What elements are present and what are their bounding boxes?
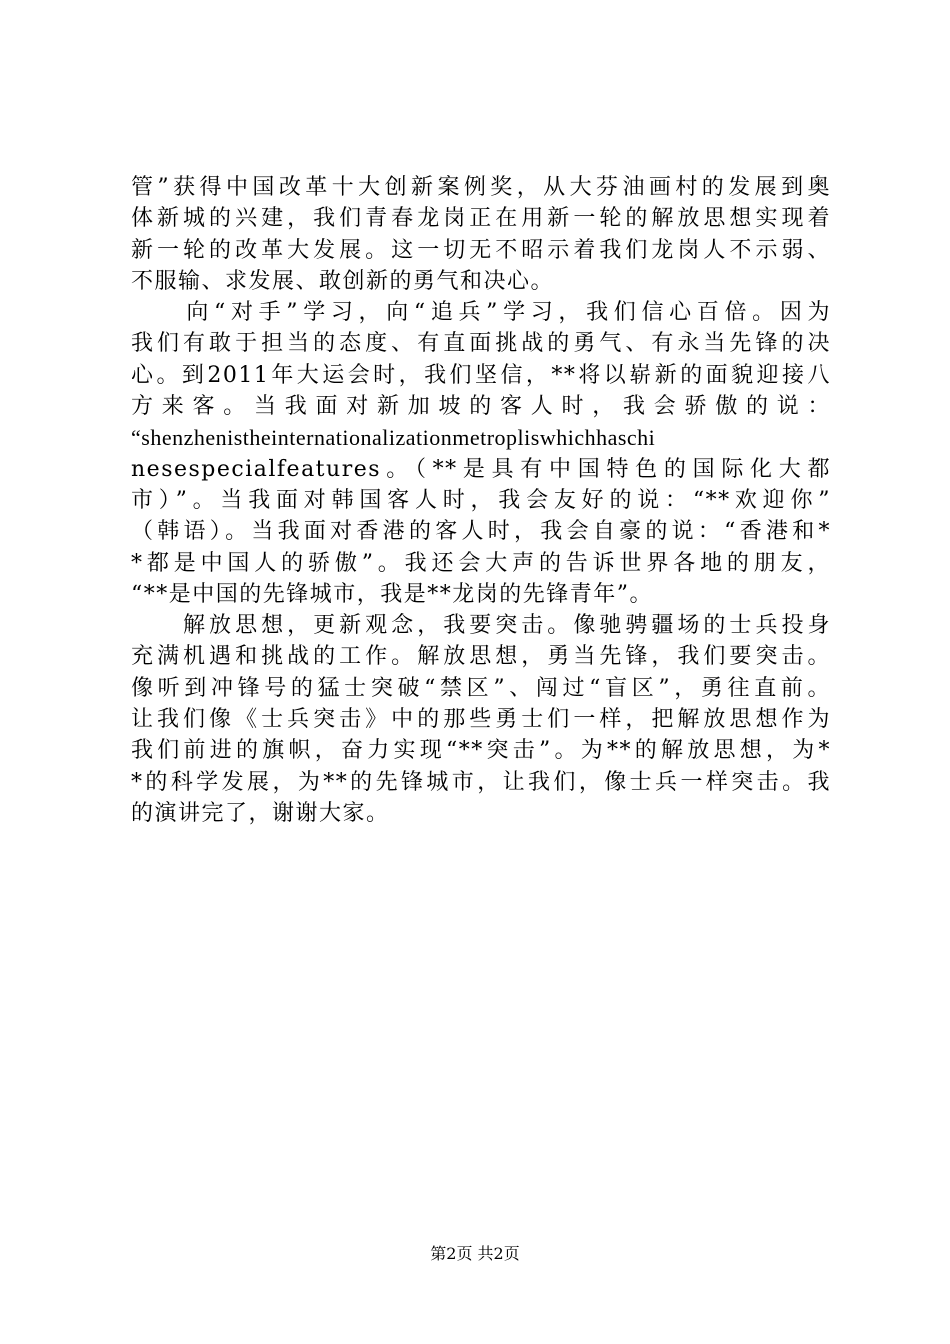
speech-body: [131, 172, 831, 829]
text-line: 新一轮的改革大发展。这一切无不昭示着我们龙岗人不示弱、: [131, 237, 831, 263]
text-line: 方来客。当我面对新加坡的客人时，我会骄傲的说：: [131, 394, 831, 420]
text-line: 的演讲完了，谢谢大家。: [131, 800, 390, 826]
text-line: “shenzhenistheinternationalizationmetropliswhichhaschi: [131, 425, 656, 451]
page-footer: [0, 1244, 950, 1264]
text-line: 像听到冲锋号的猛士突破“禁区”、闯过“盲区”，勇往直前。: [131, 675, 831, 701]
text-line: 向“对手”学习，向“追兵”学习，我们信心百倍。因为: [131, 300, 831, 326]
text-line: 体新城的兴建，我们青春龙岗正在用新一轮的解放思想实现着: [131, 206, 831, 232]
text-line: 我们有敢于担当的态度、有直面挑战的勇气、有永当先锋的决: [131, 331, 831, 357]
text-line: 我们前进的旗帜，奋力实现“**突击”。为**的解放思想，为*: [131, 738, 831, 764]
text-line: 管”获得中国改革十大创新案例奖，从大芬油画村的发展到奥: [131, 175, 831, 200]
text-line: 不服输、求发展、敢创新的勇气和决心。: [131, 268, 555, 294]
text-line: nesespecialfeatures。（**是具有中国特色的国际化大都: [131, 456, 831, 482]
text-line: “**是中国的先锋城市，我是**龙岗的先锋青年”。: [131, 581, 653, 607]
page-number: 第2页 共2页: [430, 1244, 520, 1263]
text-line: 解放思想，更新观念，我要突击。像驰骋疆场的士兵投身: [131, 613, 831, 639]
text-line: 让我们像《士兵突击》中的那些勇士们一样，把解放思想作为: [131, 707, 831, 733]
text-line: *都是中国人的骄傲”。我还会大声的告诉世界各地的朋友，: [131, 550, 831, 576]
text-line: 充满机遇和挑战的工作。解放思想，勇当先锋，我们要突击。: [131, 644, 831, 670]
text-line: *的科学发展，为**的先锋城市，让我们，像士兵一样突击。我: [131, 769, 831, 795]
text-line: 市）”。当我面对韩国客人时，我会友好的说：“**欢迎你”: [131, 487, 831, 513]
text-line: 心。到2011年大运会时，我们坚信，**将以崭新的面貌迎接八: [131, 362, 831, 388]
text-line: （韩语）。当我面对香港的客人时，我会自豪的说：“香港和*: [131, 519, 831, 545]
